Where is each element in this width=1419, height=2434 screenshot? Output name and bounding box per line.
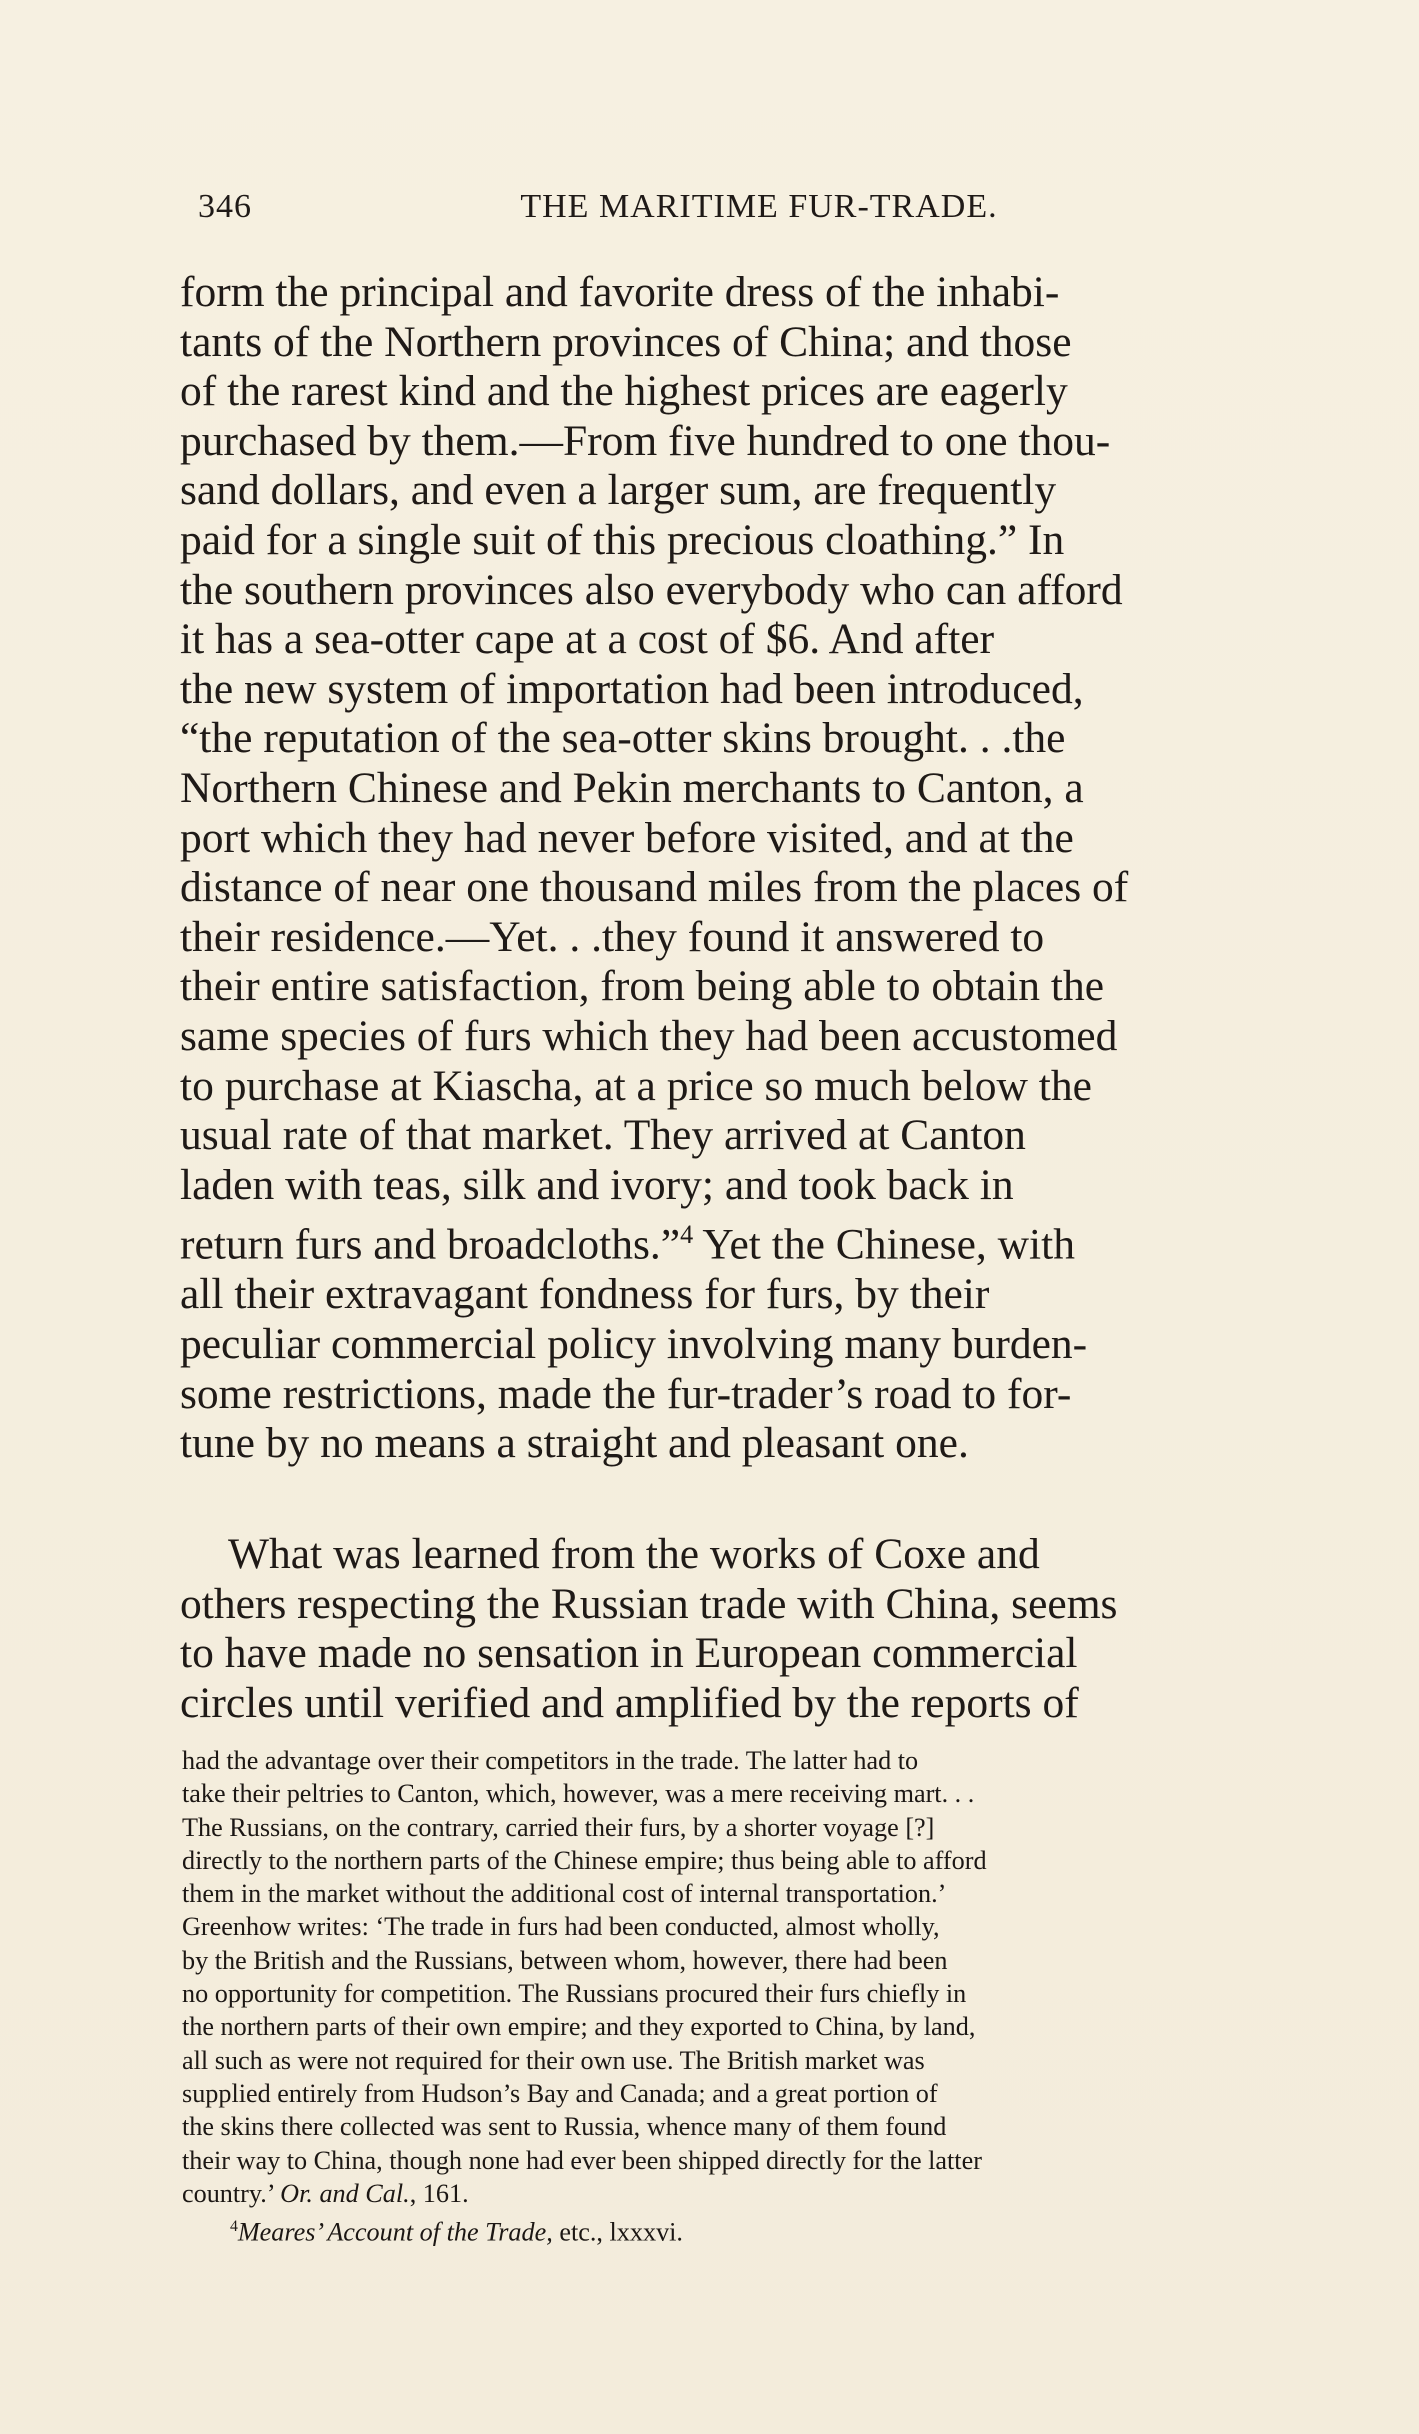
- text-line: the new system of importation had been introduced,: [180, 664, 1084, 713]
- footnote-4: [182, 2210, 1320, 2249]
- footnote-text: , 161.: [409, 2178, 469, 2208]
- text-line: their entire satisfaction, from being able to obtain the: [180, 962, 1105, 1011]
- text-line-start: return furs and broadcloths.”: [180, 1220, 681, 1269]
- text-line: peculiar commercial policy involving many burden-: [180, 1319, 1088, 1368]
- text-line: it has a sea-otter cape at a cost of $6. And after: [180, 615, 995, 664]
- text-line: others respecting the Russian trade with China, seems: [180, 1579, 1118, 1628]
- text-line: same species of furs which they had been accustomed: [180, 1011, 1118, 1060]
- footnote-line-last: [182, 2177, 1320, 2210]
- footnote-line: directly to the northern parts of the Chinese empire; thus being able to afford: [182, 1845, 987, 1875]
- citation-title: Or. and Cal.: [280, 2178, 410, 2208]
- citation-title: Meares’ Account of the Trade,: [237, 2217, 553, 2247]
- footnote-text: country.’: [182, 2178, 281, 2208]
- footnote-line: the northern parts of their own empire; and they exported to China, by land,: [182, 2012, 976, 2042]
- text-line: laden with teas, silk and ivory; and took back in: [180, 1160, 1014, 1209]
- text-line: circles until verified and amplified by the reports of: [180, 1678, 1079, 1727]
- footnote-text: etc., lxxxvi.: [552, 2217, 683, 2247]
- text-line: all their extravagant fondness for furs, by their: [180, 1270, 990, 1319]
- text-line: tants of the Northern provinces of China; and those: [180, 317, 1072, 366]
- text-line: sand dollars, and even a larger sum, are frequently: [180, 466, 1057, 515]
- text-line: the southern provinces also everybody who can afford: [180, 565, 1123, 614]
- text-line: to have made no sensation in European commercial: [180, 1629, 1078, 1678]
- text-line: Northern Chinese and Pekin merchants to Canton, a: [180, 763, 1084, 812]
- footnote-line: no opportunity for competition. The Russians procured their furs chiefly in: [182, 1979, 967, 2009]
- text-line: What was learned from the works of Coxe and: [228, 1530, 1040, 1578]
- footnote-line: supplied entirely from Hudson’s Bay and Canada; and a great portion of: [182, 2078, 938, 2108]
- footnote-line: Greenhow writes: ‘The trade in furs had been conducted, almost wholly,: [182, 1912, 940, 1942]
- page-header: [198, 188, 1320, 228]
- text-line: port which they had never before visited, and at the: [180, 813, 1074, 862]
- footnote-line: the skins there collected was sent to Russia, whence many of them found: [182, 2112, 947, 2142]
- text-line: purchased by them.—From five hundred to one thou-: [180, 416, 1111, 465]
- running-title: THE MARITIME FUR-TRADE.: [520, 188, 998, 225]
- text-line: [180, 1210, 1320, 1270]
- footnote-marker: 4: [680, 1220, 694, 1250]
- text-line-end: Yet the Chinese, with: [693, 1220, 1075, 1269]
- footnote-line: all such as were not required for their own use. The British market was: [182, 2045, 925, 2075]
- text-line: tune by no means a straight and pleasant one.: [180, 1419, 969, 1468]
- footnote-line: The Russians, on the contrary, carried their furs, by a shorter voyage [?]: [182, 1812, 935, 1842]
- footnote-line: had the advantage over their competitors in the trade. The latter had to: [182, 1746, 919, 1775]
- text-line: usual rate of that market. They arrived at Canton: [180, 1111, 1026, 1160]
- paragraph-1: [180, 268, 1320, 1469]
- footnotes: [182, 1744, 1320, 2249]
- text-line: form the principal and favorite dress of the inhabi-: [180, 268, 1060, 316]
- footnote-line: by the British and the Russians, between whom, however, there had been: [182, 1945, 948, 1975]
- page-number: 346: [198, 188, 252, 225]
- text-line: to purchase at Kiascha, at a price so much below the: [180, 1061, 1092, 1110]
- text-line: “the reputation of the sea-otter skins brought. . .the: [180, 714, 1066, 763]
- footnote-line: them in the market without the additional cost of internal transportation.’: [182, 1879, 947, 1909]
- text-line: their residence.—Yet. . .they found it answered to: [180, 912, 1045, 961]
- paragraph-2: [180, 1530, 1320, 1728]
- text-line: distance of near one thousand miles from the places of: [180, 863, 1129, 912]
- text-line: of the rarest kind and the highest prices are eagerly: [180, 367, 1068, 416]
- footnote-line: take their peltries to Canton, which, however, was a mere receiving mart. . .: [182, 1779, 975, 1809]
- footnote-line: their way to China, though none had ever been shipped directly for the latter: [182, 2145, 982, 2175]
- text-line: some restrictions, made the fur-trader’s road to for-: [180, 1369, 1072, 1418]
- text-line: paid for a single suit of this precious cloathing.” In: [180, 515, 1065, 564]
- footnote-marker: 4: [230, 2218, 238, 2236]
